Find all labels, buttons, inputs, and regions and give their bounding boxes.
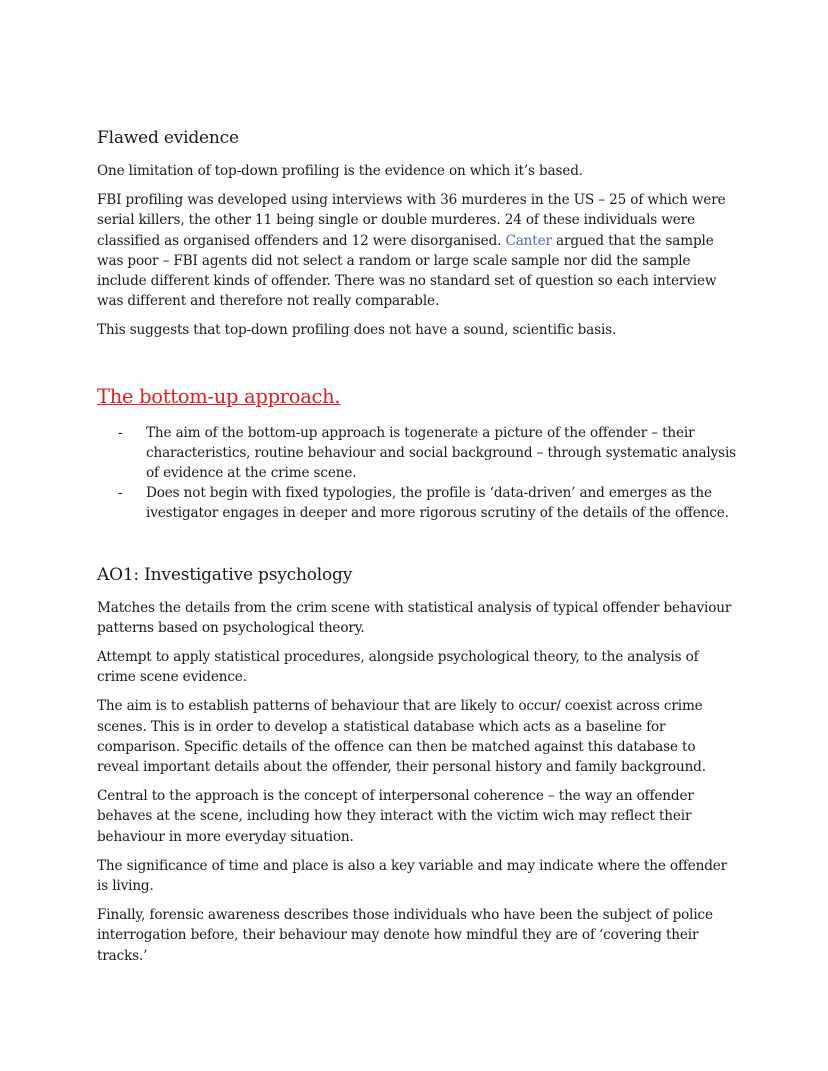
- heading-investigative-psychology: AO1: Investigative psychology: [97, 564, 353, 585]
- document-body: [97, 127, 737, 975]
- bullet-dash: -: [118, 485, 123, 502]
- paragraph-fbi-profiling: [97, 190, 737, 311]
- list-item: [97, 483, 737, 523]
- list-item-text: The aim of the bottom-up approach is togenerate a picture of the offender – their characteristics, routine behaviour and social background – through systematic analysis of evidence at the crime scene.: [146, 424, 736, 482]
- bullet-list: [97, 423, 737, 524]
- paragraph-time-place: The significance of time and place is also a key variable and may indicate where the offender is living.: [97, 857, 728, 895]
- paragraph-matches: Matches the details from the crim scene with statistical analysis of typical offender behaviour patterns based on psychological theory.: [97, 599, 732, 636]
- paragraph-fbi-text-1: FBI profiling was developed using interviews with 36 murderes in the US – 25 of which were serial killers, the other 11 being single or double murderes. 24 of these individuals were classified as organised offenders and 12 were disorganised.: [97, 192, 726, 249]
- canter-link[interactable]: Canter: [505, 232, 552, 249]
- paragraph-limitation: One limitation of top-down profiling is the evidence on which it’s based.: [97, 163, 583, 179]
- list-item: [97, 423, 737, 484]
- heading-flawed-evidence: Flawed evidence: [97, 128, 239, 148]
- bullet-dash: -: [118, 424, 123, 441]
- list-item-text: Does not begin with fixed typologies, the profile is ‘data-driven’ and emerges as the ivestigator engages in deeper and more rigorous scrutiny of the details of the offence.: [146, 485, 729, 522]
- paragraph-interpersonal-coherence: Central to the approach is the concept of interpersonal coherence – the way an offender behaves at the scene, including how they interact with the victim wich may reflect their behaviour in more everyday situation.: [97, 788, 694, 845]
- paragraph-aim: The aim is to establish patterns of behaviour that are likely to occur/ coexist across crime scenes. This is in order to develop a statistical database which acts as a baseline for comparison. Specific details of the offence can then be matched against this database to reveal important details about the offender, their personal history and family background.: [97, 698, 706, 776]
- heading-bottom-up-approach: The bottom-up approach.: [97, 384, 341, 408]
- paragraph-attempt: Attempt to apply statistical procedures, alongside psychological theory, to the analysis of crime scene evidence.: [97, 649, 699, 686]
- paragraph-suggests: This suggests that top-down profiling does not have a sound, scientific basis.: [97, 322, 617, 339]
- paragraph-forensic-awareness: Finally, forensic awareness describes those individuals who have been the subject of police interrogation before, their behaviour may denote how mindful they are of ‘covering their tracks.’: [97, 907, 713, 964]
- paragraph-fbi-text-2: argued that the sample was poor – FBI agents did not select a random or large scale sample nor did the sample include different kinds of offender. There was no standard set of question so each interview was different and therefore not really comparable.: [97, 232, 717, 310]
